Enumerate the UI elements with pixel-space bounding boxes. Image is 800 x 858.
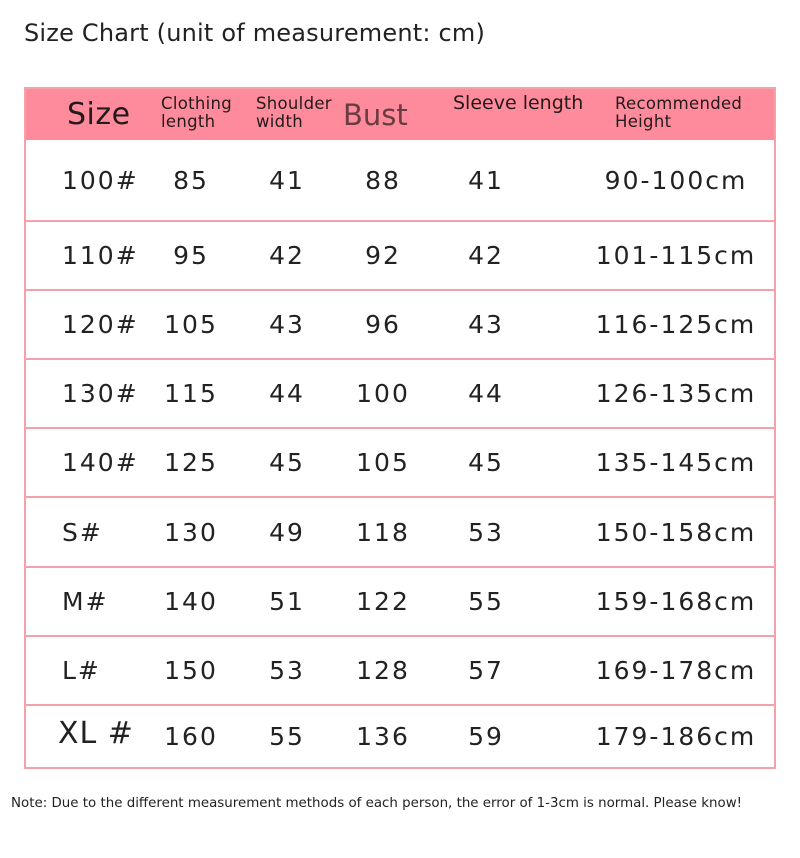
cell-clothing-length: 105 [164, 310, 218, 339]
cell-sleeve-length: 43 [468, 310, 504, 339]
cell-recommended-height: 126-135cm [595, 379, 757, 408]
header-bust: Bust [343, 97, 408, 132]
cell-shoulder-width: 53 [269, 656, 305, 685]
table-row [26, 360, 774, 427]
cell-shoulder-width: 44 [269, 379, 305, 408]
table-row [26, 706, 774, 767]
cell-size: 140# [62, 448, 139, 477]
cell-shoulder-width: 43 [269, 310, 305, 339]
cell-recommended-height: 150-158cm [595, 517, 757, 547]
cell-clothing-length: 150 [164, 656, 218, 685]
cell-clothing-length: 95 [173, 241, 209, 270]
table-row [26, 429, 774, 496]
table-row [26, 498, 774, 566]
cell-size: M# [62, 587, 109, 616]
cell-size: XL # [58, 716, 134, 751]
cell-shoulder-width: 41 [269, 165, 305, 195]
cell-size: 110# [62, 241, 139, 270]
cell-size: 100# [62, 165, 139, 195]
cell-clothing-length: 115 [164, 379, 218, 408]
cell-recommended-height: 116-125cm [595, 310, 757, 339]
table-row [26, 291, 774, 358]
cell-sleeve-length: 53 [468, 517, 504, 547]
table-header [26, 89, 774, 140]
header-sleeve-length: Sleeve length [453, 92, 584, 114]
cell-sleeve-length: 44 [468, 379, 504, 408]
table-row [26, 222, 774, 289]
cell-size: 120# [62, 310, 139, 339]
cell-shoulder-width: 49 [269, 517, 305, 547]
cell-bust: 118 [356, 517, 410, 547]
cell-recommended-height: 159-168cm [595, 587, 757, 616]
cell-bust: 92 [365, 241, 401, 270]
cell-sleeve-length: 55 [468, 587, 504, 616]
cell-sleeve-length: 41 [468, 165, 504, 195]
cell-bust: 88 [365, 165, 401, 195]
cell-size: 130# [62, 379, 139, 408]
cell-bust: 96 [365, 310, 401, 339]
cell-bust: 136 [356, 722, 410, 751]
cell-recommended-height: 169-178cm [595, 656, 757, 685]
cell-shoulder-width: 45 [269, 448, 305, 477]
cell-shoulder-width: 42 [269, 241, 305, 270]
cell-recommended-height: 90-100cm [604, 165, 748, 195]
cell-recommended-height: 101-115cm [595, 241, 757, 270]
cell-recommended-height: 135-145cm [595, 448, 757, 477]
header-recommended-height: Recommended Height [615, 94, 743, 131]
cell-clothing-length: 160 [164, 722, 218, 751]
header-clothing-length: Clothing length [161, 94, 233, 131]
page-title: Size Chart (unit of measurement: cm) [24, 19, 486, 47]
cell-bust: 122 [356, 587, 410, 616]
table-row [26, 140, 774, 220]
cell-shoulder-width: 55 [269, 722, 305, 751]
cell-sleeve-length: 59 [468, 722, 504, 751]
cell-size: S# [62, 517, 103, 547]
cell-shoulder-width: 51 [269, 587, 305, 616]
cell-clothing-length: 140 [164, 587, 218, 616]
cell-size: L# [62, 656, 101, 685]
header-shoulder-width: Shoulder width [256, 94, 332, 131]
header-size: Size [67, 97, 131, 132]
cell-bust: 100 [356, 379, 410, 408]
measurement-note: Note: Due to the different measurement methods of each person, the error of 1-3cm is normal. Please know! [11, 796, 743, 811]
cell-bust: 105 [356, 448, 410, 477]
cell-sleeve-length: 45 [468, 448, 504, 477]
table-row [26, 637, 774, 704]
cell-clothing-length: 125 [164, 448, 218, 477]
cell-sleeve-length: 57 [468, 656, 504, 685]
cell-sleeve-length: 42 [468, 241, 504, 270]
size-chart-table [24, 87, 776, 769]
cell-clothing-length: 130 [164, 517, 218, 547]
cell-bust: 128 [356, 656, 410, 685]
cell-clothing-length: 85 [173, 165, 209, 195]
cell-recommended-height: 179-186cm [595, 722, 757, 751]
table-row [26, 568, 774, 635]
